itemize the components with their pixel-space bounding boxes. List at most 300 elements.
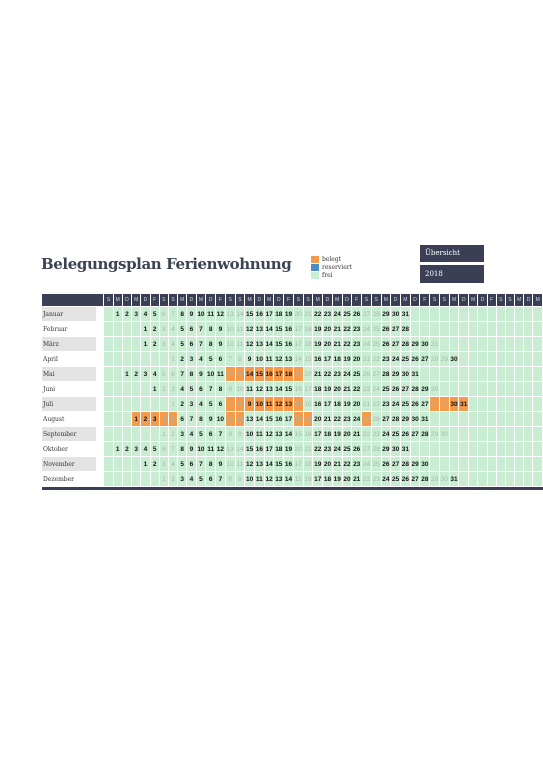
day-cell[interactable]: 20 <box>342 472 352 487</box>
day-cell[interactable]: 6 <box>206 427 216 442</box>
day-cell[interactable]: 29 <box>400 412 410 427</box>
day-cell[interactable]: 10 <box>196 307 206 322</box>
day-cell[interactable]: 20 <box>332 382 342 397</box>
day-cell[interactable]: 9 <box>216 322 226 337</box>
day-cell[interactable]: 2 <box>168 472 177 487</box>
day-cell[interactable]: 5 <box>150 307 159 322</box>
day-cell[interactable]: 28 <box>381 367 391 382</box>
day-cell[interactable]: 14 <box>284 427 294 442</box>
day-cell[interactable]: 15 <box>293 427 303 442</box>
day-cell[interactable]: 14 <box>264 337 274 352</box>
day-cell[interactable]: 21 <box>362 352 372 367</box>
day-cell[interactable]: 13 <box>245 412 255 427</box>
day-cell[interactable]: 28 <box>391 412 401 427</box>
day-cell[interactable]: 29 <box>439 397 449 412</box>
day-cell[interactable]: 30 <box>410 412 420 427</box>
day-cell[interactable]: 15 <box>274 457 284 472</box>
day-cell[interactable]: 29 <box>430 427 440 442</box>
day-cell[interactable]: 19 <box>332 427 342 442</box>
day-cell[interactable]: 2 <box>122 307 131 322</box>
day-cell[interactable]: 1 <box>168 352 177 367</box>
day-cell[interactable]: 6 <box>159 307 168 322</box>
day-cell[interactable]: 1 <box>132 412 141 427</box>
day-cell[interactable]: 16 <box>293 382 303 397</box>
day-cell[interactable]: 14 <box>254 412 264 427</box>
day-cell[interactable]: 13 <box>254 457 264 472</box>
day-cell[interactable]: 23 <box>362 382 372 397</box>
day-cell[interactable]: 15 <box>303 397 313 412</box>
day-cell[interactable]: 25 <box>342 442 352 457</box>
day-cell[interactable]: 4 <box>168 457 177 472</box>
day-cell[interactable]: 14 <box>264 322 274 337</box>
day-cell[interactable]: 11 <box>206 307 216 322</box>
day-cell[interactable]: 29 <box>381 442 391 457</box>
day-cell[interactable]: 26 <box>400 427 410 442</box>
day-cell[interactable]: 9 <box>187 442 196 457</box>
day-cell[interactable]: 30 <box>430 382 440 397</box>
day-cell[interactable]: 30 <box>449 397 459 412</box>
day-cell[interactable]: 5 <box>196 472 206 487</box>
day-cell[interactable]: 22 <box>371 352 381 367</box>
day-cell[interactable]: 27 <box>410 472 420 487</box>
day-cell[interactable]: 17 <box>293 457 303 472</box>
day-cell[interactable]: 20 <box>303 367 313 382</box>
day-cell[interactable]: 1 <box>159 427 168 442</box>
day-cell[interactable]: 26 <box>362 367 372 382</box>
day-cell[interactable]: 7 <box>178 367 187 382</box>
day-cell[interactable]: 5 <box>206 397 216 412</box>
day-cell[interactable]: 25 <box>371 322 381 337</box>
day-cell[interactable]: 12 <box>225 367 235 382</box>
day-cell[interactable]: 28 <box>420 427 430 442</box>
day-cell[interactable]: 5 <box>168 412 177 427</box>
day-cell[interactable]: 6 <box>187 457 196 472</box>
day-cell[interactable]: 18 <box>274 442 284 457</box>
day-cell[interactable]: 25 <box>371 457 381 472</box>
day-cell[interactable]: 28 <box>400 337 410 352</box>
day-cell[interactable]: 7 <box>225 397 235 412</box>
day-cell[interactable]: 12 <box>274 397 284 412</box>
day-cell[interactable]: 18 <box>293 412 303 427</box>
day-cell[interactable]: 2 <box>168 427 177 442</box>
day-cell[interactable]: 4 <box>178 382 187 397</box>
day-cell[interactable]: 23 <box>323 307 333 322</box>
day-cell[interactable]: 14 <box>264 457 274 472</box>
day-cell[interactable]: 10 <box>254 397 264 412</box>
day-cell[interactable]: 31 <box>459 397 469 412</box>
day-cell[interactable]: 12 <box>216 442 226 457</box>
day-cell[interactable]: 5 <box>150 442 159 457</box>
day-cell[interactable]: 6 <box>216 352 226 367</box>
day-cell[interactable]: 20 <box>352 352 362 367</box>
day-cell[interactable]: 2 <box>141 412 150 427</box>
day-cell[interactable]: 31 <box>400 307 410 322</box>
day-cell[interactable]: 20 <box>352 397 362 412</box>
day-cell[interactable]: 9 <box>225 382 235 397</box>
day-cell[interactable]: 19 <box>293 367 303 382</box>
day-cell[interactable]: 7 <box>206 382 216 397</box>
day-cell[interactable]: 16 <box>313 397 323 412</box>
day-cell[interactable]: 12 <box>216 307 226 322</box>
day-cell[interactable]: 23 <box>352 322 362 337</box>
day-cell[interactable]: 5 <box>178 457 187 472</box>
day-cell[interactable]: 28 <box>430 352 440 367</box>
day-cell[interactable]: 3 <box>178 427 187 442</box>
day-cell[interactable]: 12 <box>245 457 255 472</box>
day-cell[interactable]: 17 <box>264 442 274 457</box>
day-cell[interactable]: 27 <box>362 307 372 322</box>
day-cell[interactable]: 9 <box>187 307 196 322</box>
day-cell[interactable]: 1 <box>141 337 150 352</box>
day-cell[interactable]: 8 <box>178 307 187 322</box>
day-cell[interactable]: 10 <box>245 472 255 487</box>
day-cell[interactable]: 7 <box>225 352 235 367</box>
day-cell[interactable]: 8 <box>178 442 187 457</box>
day-cell[interactable]: 11 <box>206 442 216 457</box>
day-cell[interactable]: 30 <box>439 427 449 442</box>
day-cell[interactable]: 21 <box>332 322 342 337</box>
day-cell[interactable]: 22 <box>313 307 323 322</box>
day-cell[interactable]: 17 <box>323 352 333 367</box>
day-cell[interactable]: 6 <box>187 337 196 352</box>
day-cell[interactable]: 4 <box>196 397 206 412</box>
day-cell[interactable]: 18 <box>332 352 342 367</box>
day-cell[interactable]: 1 <box>141 322 150 337</box>
day-cell[interactable]: 3 <box>141 367 150 382</box>
day-cell[interactable]: 12 <box>254 382 264 397</box>
day-cell[interactable]: 6 <box>206 472 216 487</box>
day-cell[interactable]: 19 <box>313 457 323 472</box>
day-cell[interactable]: 3 <box>187 397 196 412</box>
day-cell[interactable]: 19 <box>284 442 294 457</box>
day-cell[interactable]: 3 <box>178 472 187 487</box>
day-cell[interactable]: 27 <box>410 427 420 442</box>
day-cell[interactable]: 11 <box>264 352 274 367</box>
day-cell[interactable]: 28 <box>371 442 381 457</box>
day-cell[interactable]: 16 <box>254 442 264 457</box>
day-cell[interactable]: 10 <box>225 322 235 337</box>
day-cell[interactable]: 11 <box>254 427 264 442</box>
day-cell[interactable]: 19 <box>323 382 333 397</box>
day-cell[interactable]: 28 <box>410 382 420 397</box>
day-cell[interactable]: 6 <box>187 322 196 337</box>
day-cell[interactable]: 29 <box>439 352 449 367</box>
day-cell[interactable]: 21 <box>303 442 313 457</box>
day-cell[interactable]: 9 <box>235 427 245 442</box>
day-cell[interactable]: 9 <box>245 397 255 412</box>
day-cell[interactable]: 3 <box>159 457 168 472</box>
day-cell[interactable]: 31 <box>430 337 440 352</box>
day-cell[interactable]: 7 <box>216 427 226 442</box>
day-cell[interactable]: 30 <box>391 307 401 322</box>
day-cell[interactable]: 3 <box>132 307 141 322</box>
day-cell[interactable]: 28 <box>430 397 440 412</box>
day-cell[interactable]: 1 <box>122 367 131 382</box>
day-cell[interactable]: 17 <box>313 427 323 442</box>
day-cell[interactable]: 1 <box>113 442 122 457</box>
day-cell[interactable]: 21 <box>352 427 362 442</box>
day-cell[interactable]: 22 <box>342 337 352 352</box>
day-cell[interactable]: 22 <box>362 472 372 487</box>
day-cell[interactable]: 19 <box>342 352 352 367</box>
day-cell[interactable]: 19 <box>284 307 294 322</box>
day-cell[interactable]: 29 <box>430 472 440 487</box>
day-cell[interactable]: 10 <box>245 427 255 442</box>
day-cell[interactable]: 20 <box>323 337 333 352</box>
day-cell[interactable]: 19 <box>342 397 352 412</box>
day-cell[interactable]: 3 <box>150 412 159 427</box>
day-cell[interactable]: 1 <box>159 472 168 487</box>
day-cell[interactable]: 11 <box>216 367 226 382</box>
day-cell[interactable]: 31 <box>400 442 410 457</box>
day-cell[interactable]: 14 <box>284 472 294 487</box>
day-cell[interactable]: 10 <box>225 337 235 352</box>
day-cell[interactable]: 23 <box>381 397 391 412</box>
day-cell[interactable]: 9 <box>235 472 245 487</box>
day-cell[interactable]: 26 <box>381 337 391 352</box>
day-cell[interactable]: 23 <box>371 427 381 442</box>
day-cell[interactable]: 13 <box>284 397 294 412</box>
day-cell[interactable]: 23 <box>371 472 381 487</box>
day-cell[interactable]: 25 <box>362 412 372 427</box>
day-cell[interactable]: 3 <box>132 442 141 457</box>
day-cell[interactable]: 6 <box>216 397 226 412</box>
day-cell[interactable]: 3 <box>159 322 168 337</box>
day-cell[interactable]: 8 <box>196 412 206 427</box>
day-cell[interactable]: 19 <box>303 412 313 427</box>
day-cell[interactable]: 17 <box>293 322 303 337</box>
day-cell[interactable]: 22 <box>371 397 381 412</box>
day-cell[interactable]: 31 <box>449 472 459 487</box>
day-cell[interactable]: 30 <box>420 457 430 472</box>
day-cell[interactable]: 5 <box>178 322 187 337</box>
day-cell[interactable]: 24 <box>391 352 401 367</box>
day-cell[interactable]: 4 <box>168 337 177 352</box>
day-cell[interactable]: 17 <box>303 382 313 397</box>
day-cell[interactable]: 12 <box>245 322 255 337</box>
day-cell[interactable]: 4 <box>141 307 150 322</box>
day-cell[interactable]: 8 <box>206 322 216 337</box>
day-cell[interactable]: 24 <box>332 442 342 457</box>
day-cell[interactable]: 2 <box>150 457 159 472</box>
day-cell[interactable]: 27 <box>371 367 381 382</box>
day-cell[interactable]: 4 <box>187 427 196 442</box>
day-cell[interactable]: 18 <box>303 457 313 472</box>
day-cell[interactable]: 24 <box>371 382 381 397</box>
day-cell[interactable]: 22 <box>323 367 333 382</box>
day-cell[interactable]: 26 <box>352 442 362 457</box>
day-cell[interactable]: 4 <box>141 442 150 457</box>
day-cell[interactable]: 8 <box>225 472 235 487</box>
day-cell[interactable]: 20 <box>342 427 352 442</box>
day-cell[interactable]: 7 <box>168 307 177 322</box>
day-cell[interactable]: 22 <box>332 412 342 427</box>
day-cell[interactable]: 2 <box>122 442 131 457</box>
day-cell[interactable]: 29 <box>391 367 401 382</box>
day-cell[interactable]: 5 <box>178 337 187 352</box>
day-cell[interactable]: 26 <box>410 397 420 412</box>
day-cell[interactable]: 24 <box>362 337 372 352</box>
day-cell[interactable]: 26 <box>352 307 362 322</box>
day-cell[interactable]: 16 <box>303 427 313 442</box>
day-cell[interactable]: 21 <box>313 367 323 382</box>
day-cell[interactable]: 8 <box>235 352 245 367</box>
day-cell[interactable]: 24 <box>391 397 401 412</box>
day-cell[interactable]: 6 <box>196 382 206 397</box>
day-cell[interactable]: 25 <box>371 337 381 352</box>
day-cell[interactable]: 7 <box>187 412 196 427</box>
day-cell[interactable]: 9 <box>206 412 216 427</box>
day-cell[interactable]: 16 <box>284 322 294 337</box>
day-cell[interactable]: 19 <box>332 472 342 487</box>
day-cell[interactable]: 17 <box>274 367 284 382</box>
day-cell[interactable]: 16 <box>284 337 294 352</box>
day-cell[interactable]: 23 <box>352 457 362 472</box>
day-cell[interactable]: 9 <box>216 457 226 472</box>
day-cell[interactable]: 16 <box>274 412 284 427</box>
day-cell[interactable]: 8 <box>206 457 216 472</box>
day-cell[interactable]: 14 <box>274 382 284 397</box>
day-cell[interactable]: 20 <box>323 322 333 337</box>
day-cell[interactable]: 2 <box>132 367 141 382</box>
day-cell[interactable]: 27 <box>391 457 401 472</box>
day-cell[interactable]: 10 <box>225 457 235 472</box>
day-cell[interactable]: 6 <box>159 442 168 457</box>
day-cell[interactable]: 21 <box>362 397 372 412</box>
day-cell[interactable]: 12 <box>274 352 284 367</box>
day-cell[interactable]: 30 <box>420 337 430 352</box>
day-cell[interactable]: 21 <box>332 337 342 352</box>
day-cell[interactable]: 13 <box>254 337 264 352</box>
day-cell[interactable]: 16 <box>284 457 294 472</box>
day-cell[interactable]: 25 <box>400 397 410 412</box>
day-cell[interactable]: 3 <box>187 352 196 367</box>
day-cell[interactable]: 9 <box>196 367 206 382</box>
year-field[interactable]: 2018 <box>420 265 484 283</box>
day-cell[interactable]: 12 <box>264 427 274 442</box>
day-cell[interactable]: 2 <box>150 322 159 337</box>
day-cell[interactable]: 30 <box>391 442 401 457</box>
day-cell[interactable]: 4 <box>168 322 177 337</box>
day-cell[interactable]: 11 <box>245 382 255 397</box>
day-cell[interactable]: 31 <box>410 367 420 382</box>
day-cell[interactable]: 8 <box>225 427 235 442</box>
day-cell[interactable]: 8 <box>206 337 216 352</box>
day-cell[interactable]: 10 <box>216 412 226 427</box>
day-cell[interactable]: 7 <box>196 337 206 352</box>
day-cell[interactable]: 15 <box>245 307 255 322</box>
day-cell[interactable]: 28 <box>400 322 410 337</box>
day-cell[interactable]: 2 <box>159 382 168 397</box>
day-cell[interactable]: 26 <box>410 352 420 367</box>
day-cell[interactable]: 27 <box>391 322 401 337</box>
day-cell[interactable]: 24 <box>381 427 391 442</box>
day-cell[interactable]: 1 <box>168 397 177 412</box>
day-cell[interactable]: 24 <box>332 307 342 322</box>
day-cell[interactable]: 22 <box>352 382 362 397</box>
day-cell[interactable]: 1 <box>141 457 150 472</box>
day-cell[interactable]: 24 <box>381 472 391 487</box>
day-cell[interactable]: 13 <box>225 442 235 457</box>
day-cell[interactable]: 13 <box>274 427 284 442</box>
day-cell[interactable]: 14 <box>293 352 303 367</box>
day-cell[interactable]: 29 <box>381 307 391 322</box>
day-cell[interactable]: 2 <box>178 352 187 367</box>
day-cell[interactable]: 23 <box>323 442 333 457</box>
day-cell[interactable]: 17 <box>284 412 294 427</box>
day-cell[interactable]: 18 <box>332 397 342 412</box>
day-cell[interactable]: 5 <box>196 427 206 442</box>
day-cell[interactable]: 24 <box>342 367 352 382</box>
day-cell[interactable]: 20 <box>313 412 323 427</box>
overview-link[interactable]: Übersicht <box>420 245 484 262</box>
day-cell[interactable]: 11 <box>235 457 245 472</box>
day-cell[interactable]: 14 <box>235 442 245 457</box>
day-cell[interactable]: 26 <box>391 382 401 397</box>
day-cell[interactable]: 21 <box>332 457 342 472</box>
day-cell[interactable]: 22 <box>362 427 372 442</box>
day-cell[interactable]: 15 <box>284 382 294 397</box>
day-cell[interactable]: 12 <box>264 472 274 487</box>
day-cell[interactable]: 10 <box>196 442 206 457</box>
day-cell[interactable]: 10 <box>206 367 216 382</box>
day-cell[interactable]: 15 <box>245 442 255 457</box>
day-cell[interactable]: 7 <box>196 457 206 472</box>
day-cell[interactable]: 10 <box>254 352 264 367</box>
day-cell[interactable]: 27 <box>420 352 430 367</box>
day-cell[interactable]: 19 <box>313 322 323 337</box>
day-cell[interactable]: 20 <box>293 442 303 457</box>
day-cell[interactable]: 2 <box>150 337 159 352</box>
day-cell[interactable]: 15 <box>293 472 303 487</box>
day-cell[interactable]: 13 <box>225 307 235 322</box>
day-cell[interactable]: 25 <box>352 367 362 382</box>
day-cell[interactable]: 8 <box>187 367 196 382</box>
day-cell[interactable]: 25 <box>381 382 391 397</box>
day-cell[interactable]: 24 <box>352 412 362 427</box>
day-cell[interactable]: 30 <box>449 352 459 367</box>
day-cell[interactable]: 26 <box>381 457 391 472</box>
day-cell[interactable]: 15 <box>274 322 284 337</box>
day-cell[interactable]: 11 <box>235 337 245 352</box>
day-cell[interactable]: 18 <box>274 307 284 322</box>
day-cell[interactable]: 4 <box>159 412 168 427</box>
day-cell[interactable]: 18 <box>303 322 313 337</box>
day-cell[interactable]: 6 <box>178 412 187 427</box>
day-cell[interactable]: 21 <box>303 307 313 322</box>
day-cell[interactable]: 11 <box>225 412 235 427</box>
day-cell[interactable]: 7 <box>168 442 177 457</box>
day-cell[interactable]: 11 <box>235 322 245 337</box>
day-cell[interactable]: 14 <box>245 367 255 382</box>
day-cell[interactable]: 27 <box>381 412 391 427</box>
day-cell[interactable]: 13 <box>254 322 264 337</box>
day-cell[interactable]: 27 <box>420 397 430 412</box>
day-cell[interactable]: 28 <box>400 457 410 472</box>
day-cell[interactable]: 12 <box>245 337 255 352</box>
day-cell[interactable]: 17 <box>313 472 323 487</box>
day-cell[interactable]: 31 <box>420 412 430 427</box>
day-cell[interactable]: 20 <box>293 307 303 322</box>
day-cell[interactable]: 27 <box>400 382 410 397</box>
day-cell[interactable]: 16 <box>303 472 313 487</box>
day-cell[interactable]: 16 <box>254 307 264 322</box>
day-cell[interactable]: 25 <box>400 352 410 367</box>
day-cell[interactable]: 7 <box>216 472 226 487</box>
day-cell[interactable]: 21 <box>342 382 352 397</box>
day-cell[interactable]: 25 <box>342 307 352 322</box>
day-cell[interactable]: 24 <box>362 457 372 472</box>
